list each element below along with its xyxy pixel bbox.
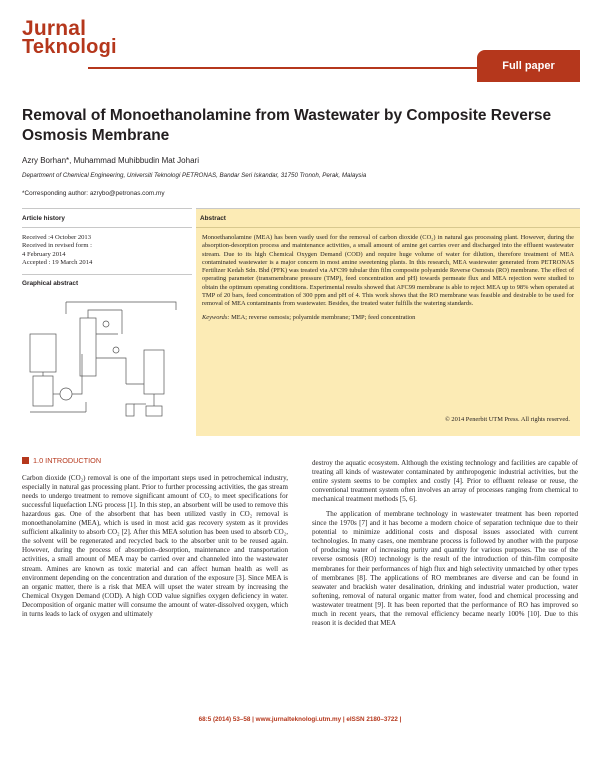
abstract-heading: Abstract [196,209,580,228]
copyright: © 2014 Penerbit UTM Press. All rights reserved. [444,416,570,423]
journal-logo-line1: Jurnal [22,17,87,40]
keywords-text: MEA; reverse osmosis; polyamide membrane; TMP; feed concentration [231,313,416,321]
section-heading [22,456,288,465]
section-marker-icon [22,457,29,464]
keywords-label: Keywords: [202,313,230,321]
body-column-left [22,456,288,619]
graphical-abstract-heading: Graphical abstract [22,274,192,292]
page-footer: 68:5 (2014) 53–58 | www.jurnalteknologi.utm.my | eISSN 2180–3722 | [198,716,402,723]
history-line: Received in revised form : [22,242,92,250]
graphical-abstract-diagram [26,294,182,428]
body-paragraph: The application of membrane technology in wastewater treatment has been reported since the 1970s [7] and it has become a modern choice of separation technique due to their potential to minimize additional costs and disposal issues associated with current technologies. In many cases, one membrane process is followed by another with the purpose of producing water of increasing purity and quantity for various purposes. The use of the reverse osmosis (RO) technology is the result of the introduction of thin-film composite membranes for their performances of high flux and high selectivity unmatched by other types of membranes [8]. The applications of RO membranes are diverse and can be found in seawater and brackish water desalination, drinking and industrial water production, water softening, removal of natural organic matter from water, food and chemical processing and wastewater treatment [9]. It has been reported that the performance of RO has improved so much in recent years, that the removal efficiency became nearly 100% [10]. Due to this reason it is decided that MEA [312,510,578,627]
body-column-right [312,459,578,628]
article-history-heading: Article history [22,209,192,228]
history-line: Accepted : 19 March 2014 [22,259,93,267]
journal-logo [22,18,117,57]
body-paragraph: destroy the aquatic ecosystem. Although the existing technology and facilities are capable of treating all kinds of wastewater contaminated by anthropogenic industrial activities, but the entire system seems to be complex and costly [4]. Prior to effluent release or reuse, the conventional treatment system often involves an array of processes ranging from chemical to mechanical treatment methods [5, 6]. [312,459,578,504]
section-heading-text: 1.0 INTRODUCTION [33,456,102,465]
author-list: Azry Borhan*, Muhammad Muhibbudin Mat Johari [22,156,199,165]
keywords [196,309,580,322]
abstract-text: Monoethanolamine (MEA) has been vastly used for the removal of carbon dioxide (CO₂) in natural gas processing plant. However, during the absorption-desorption process and maintenance activities, a small amount of amine get carries over and discharged into the effluent wastewater stream. Due to its high Chemical Oxygen Demand (COD) and require huge volume of water for dilution, therefore treatment of MEA contaminated wastewater is a major concern in most amine sweetening plants. In this research, MEA wastewater generated from PETRONAS Fertilizer Kedah Sdn. Bhd (PFK) was treated via AFC99 tubular thin film composite polyamide Reverse Osmosis (RO) membrane. The effect of operating parameter (transmembrane pressure (TMP), feed concentration and pH) towards permeate flux and MEA rejection were studied to obtain the optimum operating conditions. Experimental results showed that AFC99 membrane is able to reject MEA up to 98% when operated at TMP of 20 bars, feed concentration of 300 ppm and pH of 4. This work shows that the RO membrane was feasible and desirable to be used for removal of MEA contaminants from wastewater. Besides, the treated water fulfills the watering standards. [202,234,574,308]
article-title: Removal of Monoethanolamine from Wastewater by Composite Reverse Osmosis Membrane [22,107,552,144]
affiliation: Department of Chemical Engineering, Universiti Teknologi PETRONAS, Bandar Seri Iskandar, 31750 Tronoh, Perak, Malaysia [22,172,367,179]
history-line: 4 February 2014 [22,250,66,258]
article-type-badge: Full paper [477,50,580,82]
corresponding-author: *Corresponding author: azrybo@petronas.com.my [22,190,165,197]
header-rule [88,67,500,69]
abstract-box [196,208,580,436]
journal-logo-line2: Teknologi [22,36,117,58]
history-line: Received :4 October 2013 [22,234,92,241]
article-history [22,228,192,268]
body-paragraph: Carbon dioxide (CO₂) removal is one of the important steps used in petrochemical industry, especially in natural gas processing plant. Prior to further processing activities, the gas stream needs to undergo treatment to remove significant amount of CO₂ to meet specifications for successful liquefaction LNG process [1]. In this step, an absorbent will be used to remove this hazardous gas. One of the absorbent that has been utilized vastly in CO₂ removal is monoethanolamine (MEA), which is used in most acid gas recovery system as it provides sufficient alkalinity to absorb CO₂ [2]. After this MEA solution has been used to absorb CO₂, the solvent will be regenerated and recycled back to the absorber unit to be reused again. However, during the process of absorption–desorption, maintenance and transportation activities, a small amount of MEA may be carried over and channeled into the wastewater stream. Amines are known as toxic material and can affect human health as well as environment depending on the concentration and duration of the exposure [3]. Since MEA is an organic matter, there is a risk that MEA will upset the water stream by increasing the Chemical Oxygen Demand (COD). A high COD value signifies oxygen deficiency in water. Decomposition of organic matter will consume the amount of water-dissolved oxygen, which in turns leads to lack of oxygen and ultimately [22,474,288,618]
